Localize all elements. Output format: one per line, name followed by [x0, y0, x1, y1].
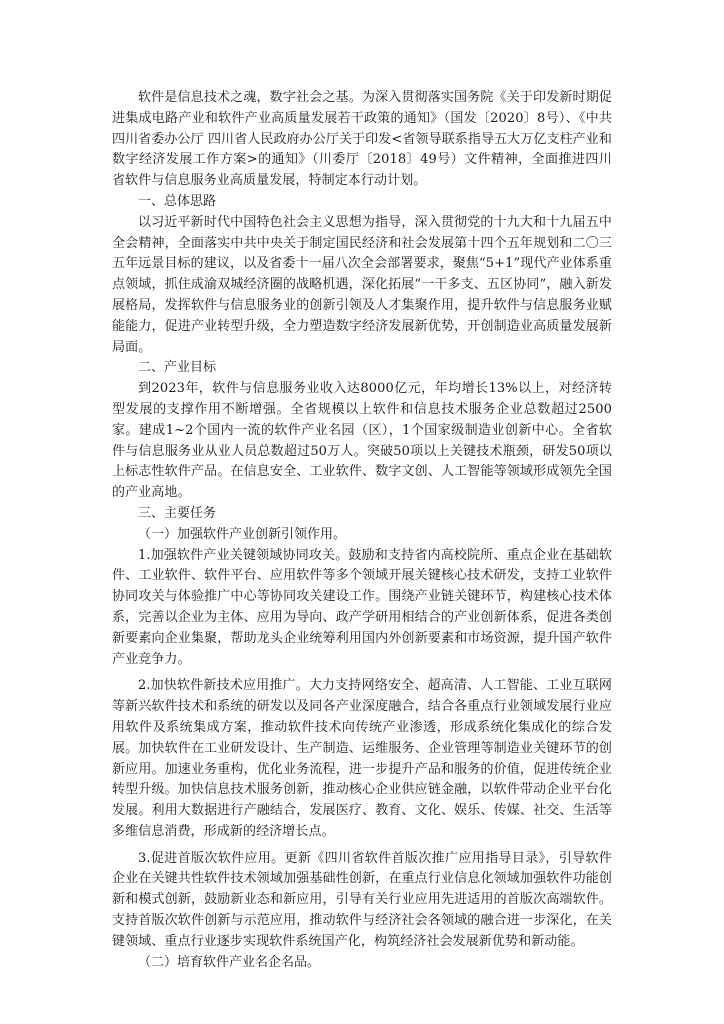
task-item-2: 2.加快软件新技术应用推广。大力支持网络安全、超高清、人工智能、工业互联网等新兴软件技术和系统的研发以及同各产业深度融合，结合各重点行业领域发展行业应用软件及系统集成方案，推动软件技术向传统产业渗透，形成系统化集成化的综合发展。加快软件在工业研发设计、生产制造、运维服务、企业管理等制造业关键环节的创新应用。加速业务重构，优化业务流程，进一步提升产品和服务的价值，促进传统企业转型升级。加快信息技术服务创新，推动核心企业供应链金融，以软件带动企业平台化发展。利用大数据进行产融结合，发展医疗、教育、文化、娱乐、传媒、社交、生活等多维信息消费，形成新的经济增长点。: [112, 678, 612, 839]
section-heading-overall-approach: 一、总体思路: [138, 193, 217, 209]
document-page: [112, 88, 612, 973]
task-item-1: 1.加强软件产业关键领域协同攻关。鼓励和支持省内高校院所、重点企业在基础软件、工业软件、软件平台、应用软件等多个领域开展关键核心技术研发，支持工业软件协同攻关与体验推广中心等协同攻关建设工作。围绕产业链关键环节，构建核心技术体系，完善以企业为主体、应用为导向、政产学研用相结合的产业创新体系，促进各类创新要素向企业集聚，帮助龙头企业统筹利用国内外创新要素和市场资源，提升国产软件产业竞争力。: [112, 547, 612, 667]
intro-paragraph: 软件是信息技术之魂，数字社会之基。为深入贯彻落实国务院《关于印发新时期促进集成电路产业和软件产业高质量发展若干政策的通知》（国发〔2020〕8号）、《中共四川省委办公厅 四川省人民政府办公厅关于印发<省领导联系指导五大万亿支柱产业和数字经济发展工作方案>的通知》（川委厅〔2018〕49号）文件精神，全面推进四川省软件与信息服务业高质量发展，特制定本行动计划。: [112, 90, 612, 189]
section-heading-industry-targets: 二、产业目标: [138, 360, 217, 376]
subsection-heading-innovation: （一）加强软件产业创新引领作用。: [138, 526, 347, 542]
section-heading-main-tasks: 三、主要任务: [138, 505, 217, 521]
industry-targets-paragraph: 到2023年，软件与信息服务业收入达8000亿元，年均增长13%以上，对经济转型发展的支撑作用不断增强。全省规模以上软件和信息技术服务企业总数超过2500家。建成1~2个国内一流的软件产业名园（区），1个国家级制造业创新中心。全省软件与信息服务业从业人员总数超过50万人。突破50项以上关键技术瓶颈，研发50项以上标志性软件产品。在信息安全、工业软件、数字文创、人工智能等领域形成领先全国的产业高地。: [112, 381, 612, 501]
overall-approach-paragraph: 以习近平新时代中国特色社会主义思想为指导，深入贯彻党的十九大和十九届五中全会精神，全面落实中共中央关于制定国民经济和社会发展第十四个五年规划和二〇三五年远景目标的建议，以及省委十一届八次全会部署要求，聚焦“5+1”现代产业体系重点领域，抓住成渝双城经济圈的战略机遇，深化拓展“一干多支、五区协同”，融入新发展格局，发挥软件与信息服务业的创新引领及人才集聚作用，提升软件与信息服务业赋能能力，促进产业转型升级，全力塑造数字经济发展新优势，开创制造业高质量发展新局面。: [112, 214, 612, 355]
task-item-3: 3.促进首版次软件应用。更新《四川省软件首版次推广应用指导目录》，引导软件企业在关键共性软件技术领域加强基础性创新，在重点行业信息化领域加强软件功能创新和模式创新，鼓励新业态和新应用，引导有关行业应用先进适用的首版次高端软件。支持首版次软件创新与示范应用，推动软件与经济社会各领域的融合进一步深化，在关键领域、重点行业逐步实现软件系统国产化，构筑经济社会发展新优势和新动能。: [112, 850, 612, 949]
subsection-heading-brands: （二）培育软件产业名企名品。: [138, 954, 321, 970]
